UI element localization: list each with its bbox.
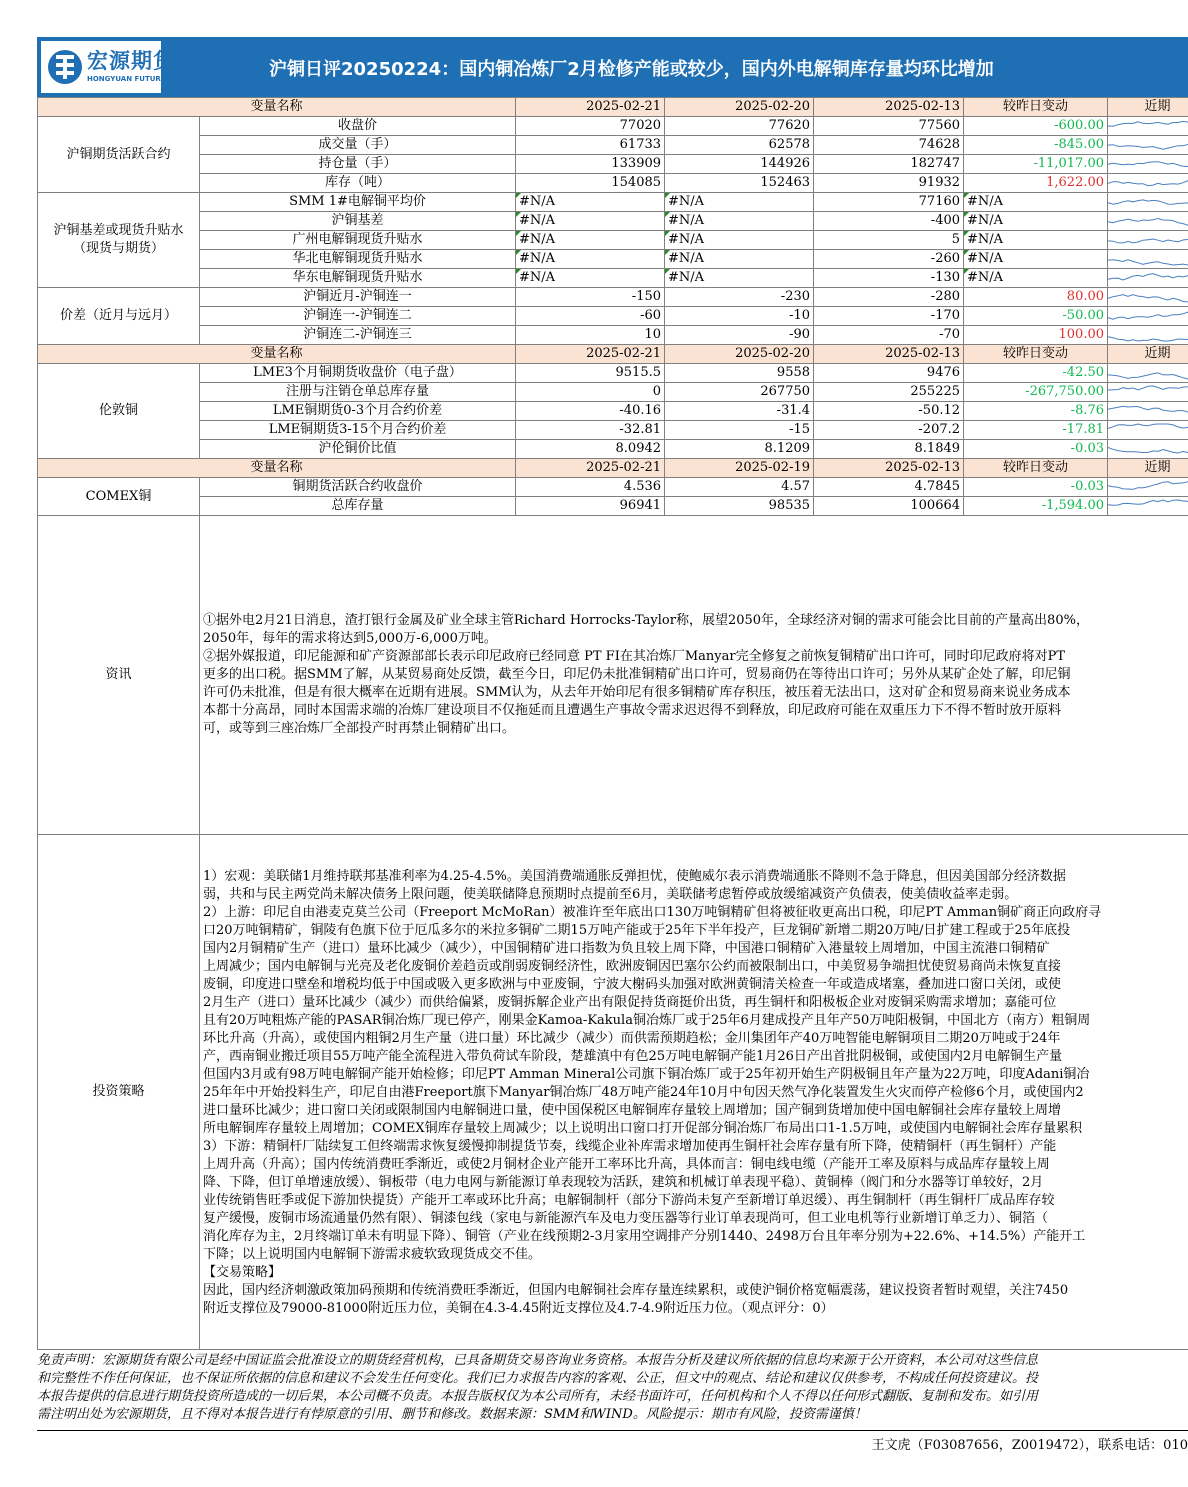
sparkline-icon — [1108, 269, 1188, 287]
header-date-3: 2025-02-13 — [814, 98, 964, 117]
strategy-row — [38, 835, 1188, 1350]
row-label: 库存（吨） — [200, 174, 516, 193]
value-cell-1: -150 — [516, 288, 665, 307]
table-row — [38, 288, 1188, 307]
table-row — [38, 193, 1188, 212]
header-variable-name: 变量名称 — [38, 345, 516, 364]
row-label: 沪铜基差 — [200, 212, 516, 231]
sparkline — [1108, 326, 1188, 345]
row-label: LME铜期货0-3个月合约价差 — [200, 402, 516, 421]
value-cell-3: -207.2 — [814, 421, 964, 440]
sparkline-icon — [1108, 478, 1188, 496]
sparkline-icon — [1108, 421, 1188, 439]
disclaimer-line: 需注明出处为宏源期货，且不得对本报告进行有悖原意的引用、删节和修改。数据来源：SMM和WIND。风险提示：期市有风险，投资需谨慎！ — [37, 1407, 867, 1422]
sparkline-icon — [1108, 288, 1188, 306]
change-cell: #N/A — [964, 250, 1108, 269]
change-cell: -11,017.00 — [964, 155, 1108, 174]
sparkline — [1108, 136, 1188, 155]
report-banner — [37, 37, 1188, 97]
header-date-2: 2025-02-19 — [665, 459, 814, 478]
value-cell-3: 74628 — [814, 136, 964, 155]
footer-divider — [37, 1430, 1188, 1431]
group-label: COMEX铜 — [38, 478, 200, 516]
disclaimer-line: 免责声明：宏源期货有限公司是经中国证监会批准设立的期货经营机构，已具备期货交易咨询业务资格。本报告分析及建议所依据的信息均来源于公开资料，本公司对这些信息 — [37, 1353, 1039, 1368]
sparkline — [1108, 193, 1188, 212]
author-contact: 王文虎（F03087656，Z0019472），联系电话：010 — [871, 1438, 1188, 1453]
row-label: 成交量（手） — [200, 136, 516, 155]
strategy-line: 附近支撑位及79000-81000附近压力位，美铜在4.3-4.45附近支撑位及4.7-4.9附近压力位。（观点评分：0） — [203, 1301, 834, 1316]
sparkline — [1108, 231, 1188, 250]
value-cell-3: 4.7845 — [814, 478, 964, 497]
sparkline — [1108, 364, 1188, 383]
table-header-row — [38, 345, 1188, 364]
value-cell-2: #N/A — [665, 193, 814, 212]
strategy-line: 进口量环比减少；进口窗口关闭或限制国内电解铜进口量，使中国保税区电解铜库存量较上周增加；国产铜到货增加使中国电解铜社会库存量较上周增 — [203, 1103, 1062, 1118]
change-cell: 80.00 — [964, 288, 1108, 307]
value-cell-3: 182747 — [814, 155, 964, 174]
strategy-line: 1）宏观：美联储1月维持联邦基准利率为4.25-4.5%。美国消费端通胀反弹担忧，使鲍威尔表示消费端通胀不降则不急于降息，但因美国部分经济数据 — [203, 869, 1066, 884]
sparkline-icon — [1108, 155, 1188, 173]
strategy-line: 环比升高（升高），或使国内粗铜2月生产量（进口量）环比减少（减少）而供需预期趋松；金川集团年产40万吨智能电解铜项目二期20万吨或于24年 — [203, 1031, 1061, 1046]
value-cell-3: -280 — [814, 288, 964, 307]
header-date-1: 2025-02-21 — [516, 459, 665, 478]
value-cell-3: -70 — [814, 326, 964, 345]
sparkline — [1108, 383, 1188, 402]
sparkline-icon — [1108, 307, 1188, 325]
strategy-line: 【交易策略】 — [203, 1265, 282, 1280]
strategy-line: 降、下降，但订单增速放缓）、铜板带（电力电网与新能源订单表现较为活跃，建筑和机械订单表现平稳）、黄铜棒（阀门和分水器等订单较好，2月 — [203, 1175, 1044, 1190]
header-recent: 近期 — [1108, 345, 1188, 364]
table-row — [38, 307, 1188, 326]
strategy-line: 因此，国内经济刺激政策加码预期和传统消费旺季渐近，但国内电解铜社会库存量连续累积，或使沪铜价格宽幅震荡，建议投资者暂时观望，关注7450 — [203, 1283, 1069, 1298]
header-date-1: 2025-02-21 — [516, 98, 665, 117]
sparkline — [1108, 307, 1188, 326]
sparkline — [1108, 402, 1188, 421]
change-cell: -0.03 — [964, 478, 1108, 497]
row-label: 华北电解铜现货升贴水 — [200, 250, 516, 269]
change-cell: -267,750.00 — [964, 383, 1108, 402]
strategy-line: 25年年中开始投料生产，印尼自由港Freeport旗下Manyar铜冶炼厂48万吨产能24年10月中旬因天然气净化装置发生火灾而停产检修6个月，或使国内2 — [203, 1085, 1084, 1100]
news-line: ②据外媒报道，印尼能源和矿产资源部部长表示印尼政府已经同意 PT FI在其冶炼厂Manyar完全修复之前恢复铜精矿出口许可，同时印尼政府将对PT — [203, 649, 1065, 664]
news-line: 更多的出口税。据SMM了解，从某贸易商处反馈，截至今日，印尼仍未批准铜精矿出口许可，贸易商仍在等待出口许可；另外从某矿企处了解，印尼铜 — [203, 667, 1071, 682]
row-label: 收盘价 — [200, 117, 516, 136]
news-line: 2050年，每年的需求将达到5,000万-6,000万吨。 — [203, 631, 497, 646]
value-cell-2: 62578 — [665, 136, 814, 155]
row-label: 注册与注销仓单总库存量 — [200, 383, 516, 402]
table-row — [38, 136, 1188, 155]
row-label: 华东电解铜现货升贴水 — [200, 269, 516, 288]
strategy-line: 下降；以上说明国内电解铜下游需求疲软致现货成交不佳。 — [203, 1247, 542, 1262]
sparkline-icon — [1108, 402, 1188, 420]
value-cell-2: -10 — [665, 307, 814, 326]
sparkline-icon — [1108, 117, 1188, 135]
change-cell: -845.00 — [964, 136, 1108, 155]
value-cell-3: 255225 — [814, 383, 964, 402]
header-date-3: 2025-02-13 — [814, 345, 964, 364]
value-cell-1: 4.536 — [516, 478, 665, 497]
sparkline-icon — [1108, 326, 1188, 344]
table-row — [38, 250, 1188, 269]
table-row — [38, 478, 1188, 497]
value-cell-1: 154085 — [516, 174, 665, 193]
value-cell-2: 144926 — [665, 155, 814, 174]
row-label: 广州电解铜现货升贴水 — [200, 231, 516, 250]
row-label: SMM 1#电解铜平均价 — [200, 193, 516, 212]
change-cell: 100.00 — [964, 326, 1108, 345]
strategy-line: 产，西南铜业搬迁项目55万吨产能全流程进入带负荷试车阶段，楚雄滇中有色25万吨电解铜产能1月26日产出首批阴极铜，或使国内2月电解铜生产量 — [203, 1049, 1063, 1064]
group-label: 伦敦铜 — [38, 364, 200, 459]
strategy-line: 复产缓慢，废铜市场流通量仍然有限）、铜漆包线（家电与新能源汽车及电力变压器等行业订单表现尚可，但工业电机等行业新增订单乏力）、铜箔（ — [203, 1211, 1049, 1226]
value-cell-2: 8.1209 — [665, 440, 814, 459]
value-cell-3: 8.1849 — [814, 440, 964, 459]
sparkline — [1108, 174, 1188, 193]
news-line: 可，或等到三座冶炼厂全部投产时再禁止铜精矿出口。 — [203, 721, 516, 736]
data-table — [37, 97, 1188, 1350]
value-cell-2: #N/A — [665, 231, 814, 250]
value-cell-2: 4.57 — [665, 478, 814, 497]
change-cell: -0.03 — [964, 440, 1108, 459]
value-cell-3: -50.12 — [814, 402, 964, 421]
value-cell-2: #N/A — [665, 269, 814, 288]
row-label: 沪铜连一-沪铜连二 — [200, 307, 516, 326]
sparkline-icon — [1108, 364, 1188, 382]
sparkline — [1108, 269, 1188, 288]
group-label: 沪铜期货活跃合约 — [38, 117, 200, 193]
table-row — [38, 421, 1188, 440]
strategy-line: 上周减少；国内电解铜与光亮及老化废铜价差趋贡或削弱废铜经济性，欧洲废铜因巴塞尔公约而被限制出口，中美贸易争端担忧使贸易商尚未恢复直接 — [203, 959, 1062, 974]
table-row — [38, 212, 1188, 231]
value-cell-2: 77620 — [665, 117, 814, 136]
header-date-2: 2025-02-20 — [665, 98, 814, 117]
strategy-line: 弱，共和与民主两党尚未解决债务上限问题，使美联储降息预期时点提前至6月，美联储考虑暂停或放缓缩减资产负债表，使美债收益率走弱。 — [203, 887, 1018, 902]
table-header-row — [38, 459, 1188, 478]
row-label: 沪伦铜价比值 — [200, 440, 516, 459]
strategy-line: 2月生产（进口）量环比减少（减少）而供给偏紧，废铜拆解企业产出有限促持货商挺价出货，再生铜杆和阳极板企业对废铜采购需求增加；嘉能可位 — [203, 995, 1057, 1010]
value-cell-2: -15 — [665, 421, 814, 440]
sparkline-icon — [1108, 497, 1188, 515]
strategy-line: 口20万吨铜精矿，铜陵有色旗下位于厄瓜多尔的米拉多铜矿二期15万吨产能或于25年下半年投产，巨龙铜矿新增二期20万吨/日扩建工程或于25年底投 — [203, 923, 1071, 938]
sparkline — [1108, 497, 1188, 516]
value-cell-2: 152463 — [665, 174, 814, 193]
change-cell: 1,622.00 — [964, 174, 1108, 193]
table-row — [38, 364, 1188, 383]
news-line: 许可仍未批准，但是有很大概率在近期有进展。SMM认为，从去年开始印尼有很多铜精矿库存积压，被压着无法出口，这对矿企和贸易商来说业务成本 — [203, 685, 1071, 700]
header-date-3: 2025-02-13 — [814, 459, 964, 478]
value-cell-1: 61733 — [516, 136, 665, 155]
change-cell: -1,594.00 — [964, 497, 1108, 516]
value-cell-1: #N/A — [516, 212, 665, 231]
sparkline — [1108, 155, 1188, 174]
value-cell-3: -130 — [814, 269, 964, 288]
value-cell-3: 77160 — [814, 193, 964, 212]
table-header-row — [38, 98, 1188, 117]
value-cell-1: -40.16 — [516, 402, 665, 421]
change-cell: -42.50 — [964, 364, 1108, 383]
row-label: 持仓量（手） — [200, 155, 516, 174]
header-recent: 近期 — [1108, 98, 1188, 117]
sparkline-icon — [1108, 193, 1188, 211]
value-cell-2: #N/A — [665, 250, 814, 269]
value-cell-1: 96941 — [516, 497, 665, 516]
header-change: 较昨日变动 — [964, 98, 1108, 117]
news-content — [200, 516, 1188, 835]
strategy-content — [200, 835, 1188, 1350]
value-cell-2: -90 — [665, 326, 814, 345]
value-cell-3: 77560 — [814, 117, 964, 136]
value-cell-3: 91932 — [814, 174, 964, 193]
row-label: LME3个月铜期货收盘价（电子盘） — [200, 364, 516, 383]
strategy-label: 投资策略 — [38, 835, 200, 1350]
value-cell-1: #N/A — [516, 231, 665, 250]
group-label: 沪铜基差或现货升贴水（现货与期货） — [38, 193, 200, 288]
table-row — [38, 231, 1188, 250]
change-cell: -50.00 — [964, 307, 1108, 326]
logo-text-cn: 宏源期货 — [87, 49, 175, 73]
table-row — [38, 174, 1188, 193]
strategy-line: 2）上游：印尼自由港麦克莫兰公司（Freeport McMoRan）被准许至年底出口130万吨铜精矿但将被征收更高出口税，印尼PT Amman铜矿商正向政府寻 — [203, 905, 1102, 920]
table-row — [38, 383, 1188, 402]
sparkline-icon — [1108, 231, 1188, 249]
sparkline — [1108, 288, 1188, 307]
sparkline — [1108, 250, 1188, 269]
value-cell-1: 10 — [516, 326, 665, 345]
strategy-line: 所电解铜库存量较上周增加；COMEX铜库存量较上周减少；以上说明出口窗口打开促部分铜冶炼厂布局出口1-1.5万吨，或使国内电解铜社会库存量累积 — [203, 1121, 1082, 1136]
value-cell-1: 8.0942 — [516, 440, 665, 459]
value-cell-2: 98535 — [665, 497, 814, 516]
value-cell-3: -170 — [814, 307, 964, 326]
value-cell-1: 0 — [516, 383, 665, 402]
change-cell: #N/A — [964, 193, 1108, 212]
change-cell: #N/A — [964, 269, 1108, 288]
header-change: 较昨日变动 — [964, 345, 1108, 364]
sparkline — [1108, 117, 1188, 136]
header-recent: 近期 — [1108, 459, 1188, 478]
strategy-line: 业传统销售旺季或促下游加快提货）产能开工率或环比升高；电解铜制杆（部分下游尚未复产至新增订单迟缓）、再生铜制杆（再生铜杆厂成品库存较 — [203, 1193, 1055, 1208]
header-variable-name: 变量名称 — [38, 98, 516, 117]
news-line: 本都十分高昂，同时本国需求端的冶炼厂建设项目不仅拖延而且遭遇生产事故令需求迟迟得不到释放，印尼政府可能在双重压力下不得不暂时放开原料 — [203, 703, 1062, 718]
change-cell: #N/A — [964, 212, 1108, 231]
value-cell-1: 133909 — [516, 155, 665, 174]
value-cell-1: #N/A — [516, 250, 665, 269]
sparkline — [1108, 478, 1188, 497]
value-cell-1: 77020 — [516, 117, 665, 136]
value-cell-2: 9558 — [665, 364, 814, 383]
table-row — [38, 497, 1188, 516]
table-row — [38, 117, 1188, 136]
strategy-line: 3）下游：精铜杆厂陆续复工但终端需求恢复缓慢抑制提货节奏，线缆企业补库需求增加使再生铜杆社会库存量有所下降，使精铜杆（再生铜杆）产能 — [203, 1139, 1057, 1154]
value-cell-1: -32.81 — [516, 421, 665, 440]
value-cell-3: 5 — [814, 231, 964, 250]
header-change: 较昨日变动 — [964, 459, 1108, 478]
change-cell: -600.00 — [964, 117, 1108, 136]
sparkline — [1108, 421, 1188, 440]
sparkline-icon — [1108, 383, 1188, 401]
value-cell-3: -260 — [814, 250, 964, 269]
value-cell-2: 267750 — [665, 383, 814, 402]
table-row — [38, 155, 1188, 174]
report-title: 沪铜日评20250224：国内铜冶炼厂2月检修产能或较少，国内外电解铜库存量均环比增加 — [269, 59, 994, 80]
header-date-2: 2025-02-20 — [665, 345, 814, 364]
strategy-line: 但国内3月或有98万吨电解铜产能开始检修；印尼PT Amman Mineral公司旗下铜冶炼厂或于25年初开始生产阴极铜且年产量为22万吨，印度Adani铜冶 — [203, 1067, 1090, 1082]
sparkline — [1108, 440, 1188, 459]
news-line: ①据外电2月21日消息，渣打银行金属及矿业全球主管Richard Horrocks-Taylor称，展望2050年，全球经济对铜的需求可能会比目前的产量高出80%， — [203, 613, 1089, 628]
table-row — [38, 269, 1188, 288]
strategy-line: 且有20万吨粗炼产能的PASAR铜冶炼厂现已停产，刚果金Kamoa-Kakula铜冶炼厂或于25年6月建成投产且年产50万吨阳极铜，中国北方（南方）粗铜周 — [203, 1013, 1091, 1028]
row-label: 总库存量 — [200, 497, 516, 516]
group-label: 价差（近月与远月） — [38, 288, 200, 345]
strategy-line: 国内2月铜精矿生产（进口）量环比减少（减少），中国铜精矿进口指数为负且较上周下降，中国港口铜精矿入港量较上周增加，中国主流港口铜精矿 — [203, 941, 1050, 956]
news-label: 资讯 — [38, 516, 200, 835]
sparkline — [1108, 212, 1188, 231]
disclaimer — [37, 1352, 1188, 1424]
company-logo — [41, 41, 175, 93]
row-label: 铜期货活跃合约收盘价 — [200, 478, 516, 497]
sparkline-icon — [1108, 250, 1188, 268]
strategy-line: 废铜，印度进口壁垒和增税均低于中国或吸入更多欧洲与中亚废铜，宁波大榭码头加强对欧洲黄铜清关检查一年或造成堵塞，叠加进口窗口关闭，或使 — [203, 977, 1062, 992]
value-cell-2: #N/A — [665, 212, 814, 231]
row-label: LME铜期货3-15个月合约价差 — [200, 421, 516, 440]
value-cell-2: -230 — [665, 288, 814, 307]
strategy-line: 上周升高（升高）；国内传统消费旺季渐近，或使2月铜材企业产能开工率环比升高，具体而言：铜电线电缆（产能开工率及原料与成品库存量较上周 — [203, 1157, 1050, 1172]
value-cell-1: -60 — [516, 307, 665, 326]
sparkline-icon — [1108, 212, 1188, 230]
value-cell-1: #N/A — [516, 269, 665, 288]
header-date-1: 2025-02-21 — [516, 345, 665, 364]
news-row — [38, 516, 1188, 835]
hongyuan-logo-icon — [47, 47, 83, 87]
table-row — [38, 326, 1188, 345]
row-label: 沪铜近月-沪铜连一 — [200, 288, 516, 307]
change-cell: #N/A — [964, 231, 1108, 250]
sparkline-icon — [1108, 174, 1188, 192]
value-cell-3: 9476 — [814, 364, 964, 383]
strategy-line: 消化库存为主，2月终端订单未有明显下降）、铜管（产业在线预期2-3月家用空调排产分别1440、2498万台且年率分别为+22.6%、+14.5%）产能开工 — [203, 1229, 1086, 1244]
header-variable-name: 变量名称 — [38, 459, 516, 478]
change-cell: -8.76 — [964, 402, 1108, 421]
value-cell-3: 100664 — [814, 497, 964, 516]
value-cell-1: #N/A — [516, 193, 665, 212]
row-label: 沪铜连二-沪铜连三 — [200, 326, 516, 345]
value-cell-2: -31.4 — [665, 402, 814, 421]
sparkline-icon — [1108, 440, 1188, 458]
value-cell-1: 9515.5 — [516, 364, 665, 383]
change-cell: -17.81 — [964, 421, 1108, 440]
sparkline-icon — [1108, 136, 1188, 154]
disclaimer-line: 和完整性不作任何保证，也不保证所依据的信息和建议不会发生任何变化。我们已力求报告内容的客观、公正，但文中的观点、结论和建议仅供参考，不构成任何投资建议。投 — [37, 1371, 1039, 1386]
disclaimer-line: 本报告提供的信息进行期货投资所造成的一切后果，本公司概不负责。本报告版权仅为本公司所有，未经书面许可，任何机构和个人不得以任何形式翻版、复制和发布。如引用 — [37, 1389, 1039, 1404]
value-cell-3: -400 — [814, 212, 964, 231]
table-row — [38, 440, 1188, 459]
table-row — [38, 402, 1188, 421]
logo-text-en: HONGYUAN FUTURES — [87, 75, 171, 83]
